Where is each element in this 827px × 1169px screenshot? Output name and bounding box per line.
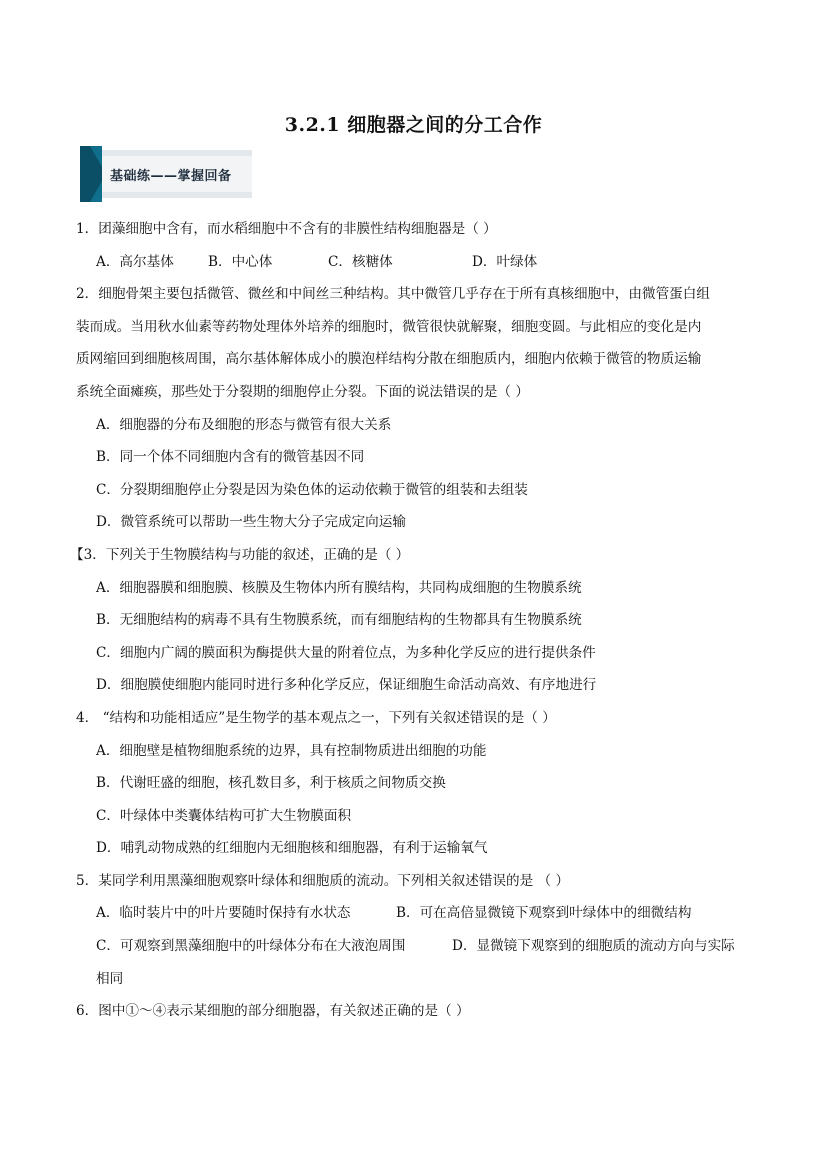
page-title: 3.2.1 细胞器之间的分工合作: [284, 114, 543, 136]
q3-stem: 【3．下列关于生物膜结构与功能的叙述，正确的是（ ）: [70, 546, 410, 563]
q5-options-row-1: [76, 897, 756, 930]
q1-option-d: D．叶绿体: [472, 253, 538, 270]
q4-option-a: A．细胞壁是植物细胞系统的边界，具有控制物质进出细胞的功能: [96, 742, 487, 759]
q2-stem-line: 系统全面瘫痪，那些处于分裂期的细胞停止分裂。下面的说法错误的是（ ）: [76, 383, 529, 400]
q4-option-d: D．哺乳动物成熟的红细胞内无细胞核和细胞器，有利于运输氧气: [96, 840, 488, 857]
q1-options: [76, 246, 756, 279]
banner-label: 基础练——掌握回备: [110, 169, 232, 184]
q2-option-b: B．同一个体不同细胞内含有的微管基因不同: [96, 449, 365, 466]
q2-option-c: C．分裂期细胞停止分裂是因为染色体的运动依赖于微管的组装和去组装: [96, 481, 528, 498]
q4-option-c: C．叶绿体中类囊体结构可扩大生物膜面积: [96, 807, 352, 824]
question-list: [70, 213, 756, 1028]
q5-options-row-2: [76, 930, 756, 963]
q5-option-d-continuation: 相同: [96, 970, 124, 987]
q2-stem-line: 装而成。当用秋水仙素等药物处理体外培养的细胞时，微管很快就解聚，细胞变圆。与此相应的变化是内: [76, 318, 702, 335]
q2-option-a: A．细胞器的分布及细胞的形态与微管有很大关系: [96, 416, 392, 433]
q1-stem: 1．团藻细胞中含有，而水稻细胞中不含有的非膜性结构细胞器是（ ）: [76, 221, 497, 237]
q2-option-d: D．微管系统可以帮助一些生物大分子完成定向运输: [96, 514, 406, 531]
q5-stem: 5．某同学利用黑藻细胞观察叶绿体和细胞质的流动。下列相关叙述错误的是 （ ）: [76, 872, 570, 889]
q3-option-b: B．无细胞结构的病毒不具有生物膜系统，而有细胞结构的生物都具有生物膜系统: [96, 612, 582, 629]
q3-option-a: A．细胞器膜和细胞膜、核膜及生物体内所有膜结构，共同构成细胞的生物膜系统: [96, 579, 582, 596]
q1-option-a: A．高尔基体: [96, 253, 174, 270]
q5-option-b: B．可在高倍显微镜下观察到叶绿体中的细微结构: [396, 905, 692, 922]
q5-option-c: C．可观察到黑藻细胞中的叶绿体分布在大液泡周围: [96, 938, 406, 955]
q4-option-b: B．代谢旺盛的细胞，核孔数目多，利于核质之间物质交换: [96, 775, 446, 792]
q5-option-d: D．显微镜下观察到的细胞质的流动方向与实际: [452, 938, 735, 955]
q2-stem-line: 2．细胞骨架主要包括微管、微丝和中间丝三种结构。其中微管几乎存在于所有真核细胞中，由微管蛋白组: [76, 286, 710, 303]
q3-option-c: C．细胞内广阔的膜面积为酶提供大量的附着位点，为多种化学反应的进行提供条件: [96, 644, 596, 661]
q1-option-c: C．核糖体: [328, 253, 393, 270]
q4-stem: 4． “结构和功能相适应”是生物学的基本观点之一，下列有关叙述错误的是（ ）: [76, 709, 556, 726]
q5-option-a: A．临时装片中的叶片要随时保持有水状态: [96, 905, 351, 922]
q3-option-d: D．细胞膜使细胞内能同时进行多种化学反应，保证细胞生命活动高效、有序地进行: [96, 677, 597, 694]
section-banner: [80, 146, 254, 202]
q6-stem: 6．图中①～④表示某细胞的部分细胞器，有关叙述正确的是（ ）: [76, 1003, 470, 1020]
q2-stem-line: 质网缩回到细胞核周围，高尔基体解体成小的膜泡样结构分散在细胞质内，细胞内依赖于微管的物质运输: [76, 351, 702, 368]
q1-option-b: B．中心体: [208, 253, 273, 270]
